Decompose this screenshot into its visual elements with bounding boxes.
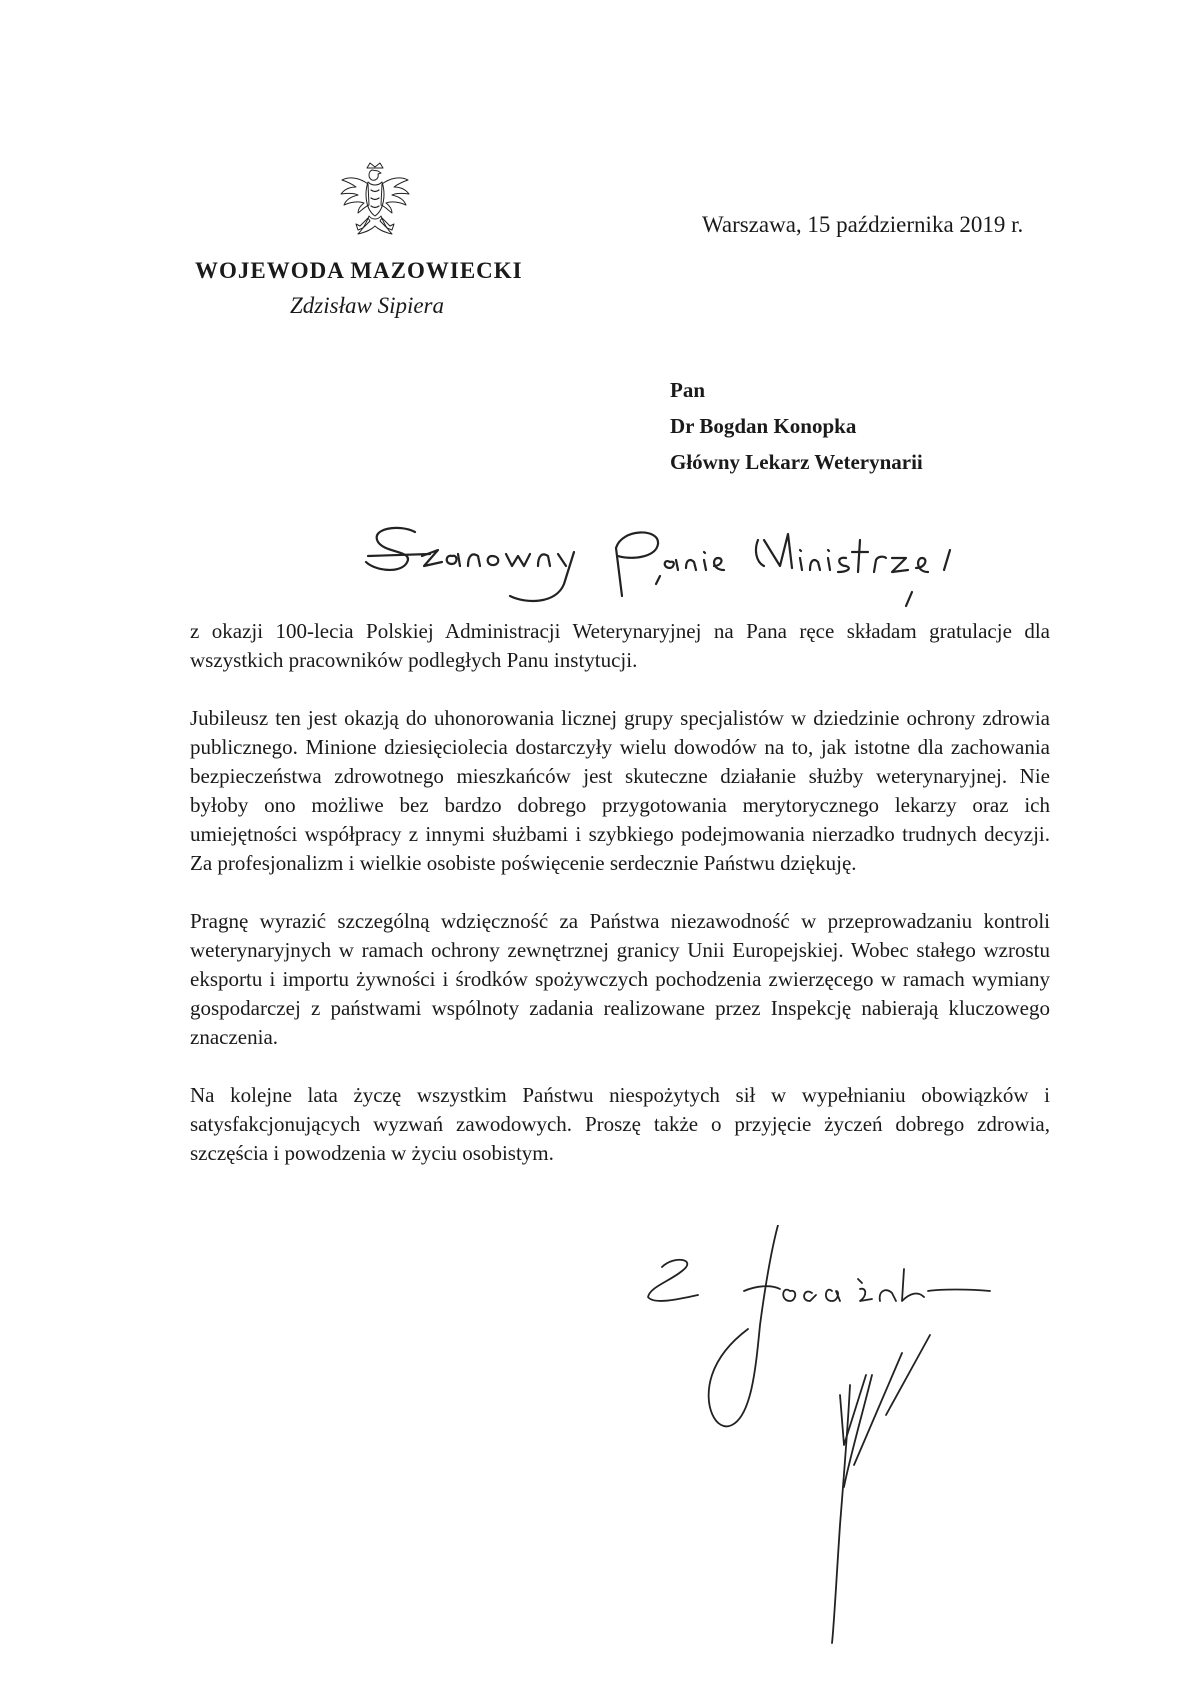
sender-name: Zdzisław Sipiera (290, 293, 445, 318)
handwritten-signature-icon (640, 1225, 1060, 1645)
body-paragraph: Pragnę wyrazić szczególną wdzięczność za Państwa niezawodność w przeprowadzaniu kontroli weterynaryjnych w ramach ochrony zewnętrznej granicy Unii Europejskiej. Wobec stałego wzrostu eksportu i importu żywności i środków spożywczych pochodzenia zwierzęcego w ramach wymiany gospodarczej z państwami wspólnoty zadania realizowane przez Inspekcję nabierają kluczowego znaczenia. (190, 909, 1050, 1049)
recipient-position: Główny Lekarz Weterynarii (670, 450, 923, 474)
sender-title: WOJEWODA MAZOWIECKI (195, 258, 523, 283)
recipient-name: Dr Bogdan Konopka (670, 414, 857, 438)
body-paragraph: z okazji 100-lecia Polskiej Administracji Weterynaryjnej na Pana ręce składam gratulacje dla wszystkich pracowników podległych Panu instytucji. (190, 619, 1050, 672)
recipient-block (670, 372, 923, 480)
body-paragraph: Na kolejne lata życzę wszystkim Państwu niespożytych sił w wypełnianiu obowiązków i satysfakcjonujących wyzwań zawodowych. Proszę także o przyjęcie życzeń dobrego zdrowia, szczęścia i powodzenia w życiu osobistym. (190, 1083, 1050, 1165)
letter-body (190, 617, 1050, 1197)
body-paragraph: Jubileusz ten jest okazją do uhonorowania licznej grupy specjalistów w dziedzinie ochrony zdrowia publicznego. Minione dziesięciolecia dostarczyły wielu dowodów na to, jak istotne dla zachowania bezpieczeństwa zdrowotnego mieszkańców jest skuteczne działanie służby weterynaryjnej. Nie byłoby ono możliwe bez bardzo dobrego przygotowania merytorycznego lekarzy oraz ich umiejętności współpracy z innymi służbami i szybkiego podejmowania nierzadko trudnych decyzji. Za profesjonalizm i wielkie osobiste poświęcenie serdecznie Państwu dziękuję. (190, 706, 1050, 875)
recipient-salutation: Pan (670, 378, 706, 402)
handwritten-salutation (360, 510, 980, 620)
polish-eagle-emblem-icon (338, 160, 412, 248)
letter-date: Warszawa, 15 października 2019 r. (702, 212, 1024, 237)
